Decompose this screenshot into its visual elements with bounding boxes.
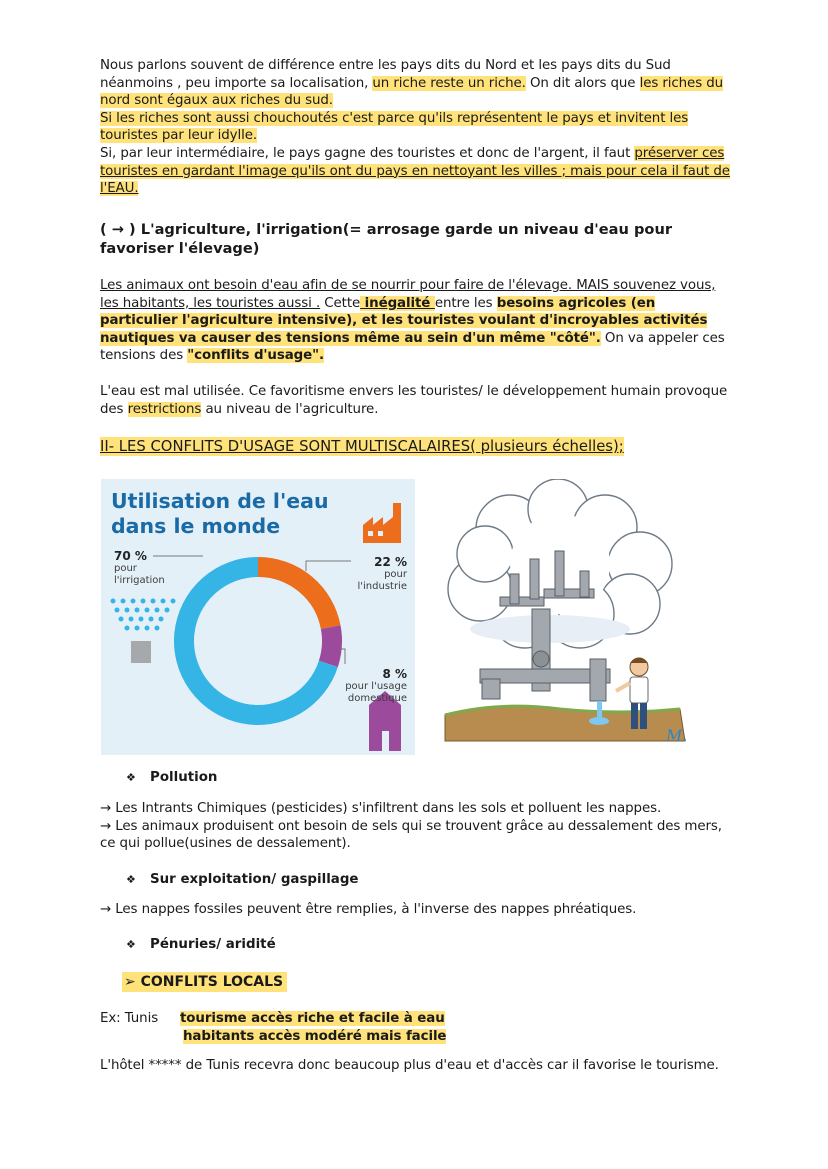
bullet-surexploitation bbox=[126, 871, 359, 889]
heading-conflits-usage: II- LES CONFLITS D'USAGE SONT MULTISCALAIRES( plusieurs échelles); bbox=[100, 438, 624, 455]
highlight: besoins agricoles (en particulier l'agriculture intensive), et les touristes voulant d'incroyables activités nautiques va causer des tensions même au sein d'un même "côté". bbox=[100, 295, 708, 346]
infographic-water-use bbox=[101, 479, 415, 755]
example-label: Ex: Tunis bbox=[100, 1011, 159, 1026]
factory-icon bbox=[363, 503, 401, 543]
text: On dit alors que bbox=[525, 75, 640, 91]
example-tunis-line2 bbox=[183, 1028, 683, 1046]
leader-line bbox=[306, 561, 351, 571]
highlight: habitants accès modéré mais facile bbox=[183, 1029, 447, 1044]
label-domestique bbox=[345, 667, 407, 705]
ground bbox=[445, 706, 685, 741]
text: au niveau de l'agriculture. bbox=[201, 401, 379, 417]
example-tunis bbox=[100, 1010, 730, 1028]
highlight: Si les riches sont aussi chouchoutés c'est parce qu'ils représentent le pays et invitent les touristes par leur idylle. bbox=[100, 110, 689, 144]
highlight: préserver ces touristes en gardant l'image qu'ils ont du pays en nettoyant les villes ; mais pour cela il faut de l'EAU. bbox=[100, 145, 730, 197]
highlight: inégalité bbox=[360, 295, 435, 311]
label: pour bbox=[114, 563, 137, 574]
diamond-bullet-icon: ❖ bbox=[126, 938, 136, 951]
paragraph-animaux bbox=[100, 277, 730, 365]
donut-slice-industrie bbox=[258, 567, 331, 627]
highlight: restrictions bbox=[127, 401, 202, 417]
bullet-pollution bbox=[126, 769, 217, 787]
bullet-penuries bbox=[126, 936, 276, 954]
heading-agriculture: ( → ) L'agriculture, l'irrigation(= arrosage garde un niveau d'eau pour favoriser l'élevage) bbox=[100, 221, 673, 257]
label: domestique bbox=[347, 693, 407, 704]
illustration-signature: M. bbox=[666, 726, 688, 745]
text: Nous parlons souvent de différence entre les pays dits du Nord et les pays dits du Sud néanmoins , peu importe sa localisation, bbox=[100, 58, 671, 91]
label: l'industrie bbox=[357, 581, 407, 592]
infographic-title-line: Utilisation de l'eau bbox=[111, 489, 329, 513]
heading-conflits-locals: ➢ CONFLITS LOCALS bbox=[122, 972, 287, 992]
donut-slices bbox=[184, 567, 332, 715]
paragraph-eau-mal-utilisee bbox=[100, 383, 730, 418]
paragraph-pollution bbox=[100, 800, 730, 853]
label-industrie bbox=[357, 555, 407, 593]
bullet-label: Pénuries/ aridité bbox=[150, 937, 276, 952]
sprinkler-icon bbox=[111, 599, 176, 664]
paragraph-hotel: L'hôtel ***** de Tunis recevra donc beaucoup plus d'eau et d'accès car il favorise le tourisme. bbox=[100, 1058, 719, 1073]
label: pour bbox=[384, 569, 407, 580]
pipe-tree-illustration bbox=[440, 479, 690, 751]
highlight: un riche reste un riche. bbox=[372, 75, 526, 91]
text: entre les bbox=[434, 295, 497, 311]
label-irrigation bbox=[114, 549, 165, 587]
text: Si, par leur intermédiaire, le pays gagne des touristes et donc de l'argent, il faut bbox=[100, 145, 635, 161]
text-line: → Les animaux produisent ont besoin de sels qui se trouvent grâce au dessalement des mers, ce qui pollue(usines de dessalement). bbox=[100, 818, 722, 852]
paragraph-nappes: → Les nappes fossiles peuvent être remplies, à l'inverse des nappes phréatiques. bbox=[100, 902, 637, 917]
donut-slice-domestique bbox=[328, 627, 332, 664]
text: On va appeler ces tensions des bbox=[100, 330, 725, 364]
highlight: "conflits d'usage". bbox=[187, 348, 325, 364]
value: 8 % bbox=[382, 667, 407, 681]
value: 70 % bbox=[114, 549, 147, 563]
donut-chart bbox=[101, 479, 415, 755]
paragraph-riches bbox=[100, 57, 730, 198]
highlight: les riches du nord sont égaux aux riches du sud. bbox=[100, 75, 724, 109]
label: l'irrigation bbox=[114, 575, 165, 586]
text: L'eau est mal utilisée. Ce favoritisme envers les touristes/ le développement humain provoque des bbox=[100, 384, 728, 417]
diamond-bullet-icon: ❖ bbox=[126, 771, 136, 784]
infographic-title-line: dans le monde bbox=[111, 514, 281, 538]
value: 22 % bbox=[374, 555, 407, 569]
bullet-label: Pollution bbox=[150, 770, 218, 785]
label: pour l'usage bbox=[345, 681, 407, 692]
diamond-bullet-icon: ❖ bbox=[126, 873, 136, 886]
bullet-label: Sur exploitation/ gaspillage bbox=[150, 872, 359, 887]
highlight: tourisme accès riche et facile à eau bbox=[180, 1011, 445, 1026]
text: Cette bbox=[320, 295, 361, 311]
text: Les animaux ont besoin d'eau afin de se nourrir pour faire de l'élevage. MAIS souvenez vous, les habitants, les touristes aussi . bbox=[100, 278, 716, 311]
text-line: → Les Intrants Chimiques (pesticides) s'infiltrent dans les sols et polluent les nappes. bbox=[100, 801, 662, 816]
